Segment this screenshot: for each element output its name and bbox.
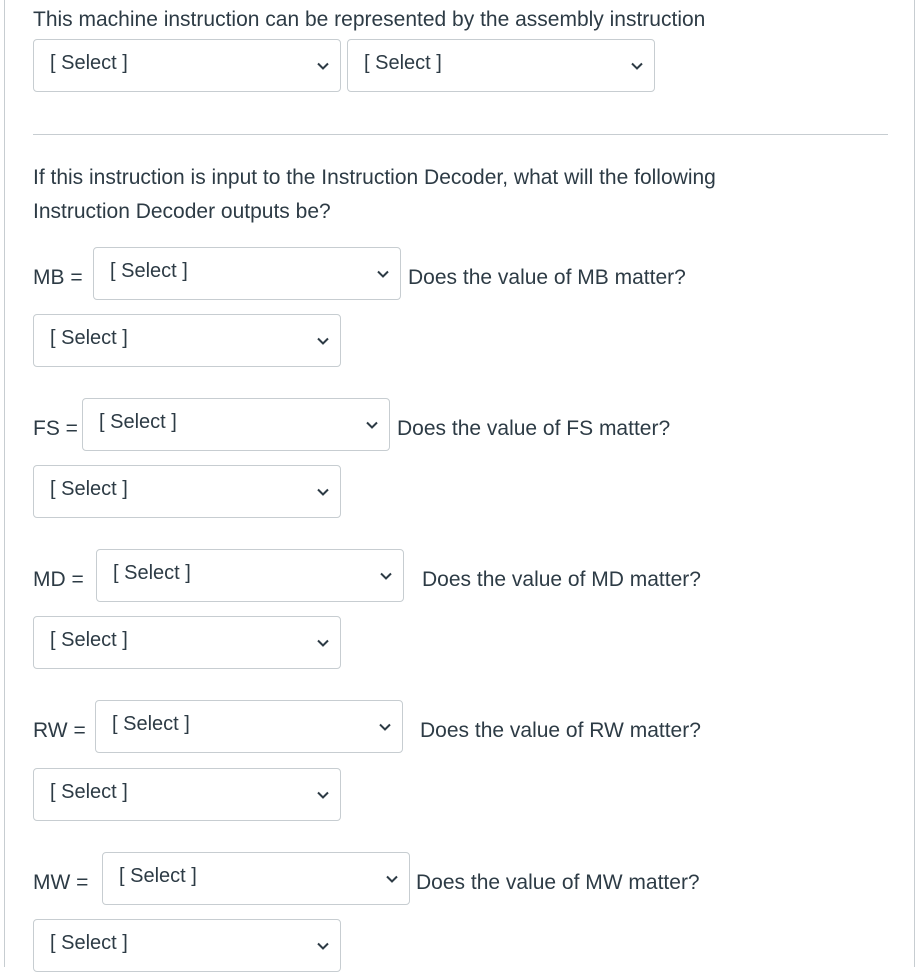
chevron-down-icon (316, 788, 330, 802)
chevron-down-icon (316, 334, 330, 348)
select-value: [ Select ] (50, 52, 128, 74)
chevron-down-icon (630, 59, 644, 73)
decoder-prompt-line1: If this instruction is input to the Instruction Decoder, what will the following (33, 166, 716, 189)
select-value: [ Select ] (364, 52, 442, 74)
select-value: [ Select ] (50, 629, 128, 651)
fs-matter-question: Does the value of FS matter? (397, 417, 671, 440)
select-value: [ Select ] (50, 327, 128, 349)
chevron-down-icon (378, 720, 392, 734)
frame-border-right (914, 0, 915, 967)
select-value: [ Select ] (113, 562, 191, 584)
mw-value-select[interactable] (102, 852, 410, 905)
rw-matter-question: Does the value of RW matter? (420, 719, 701, 742)
select-value: [ Select ] (50, 478, 128, 500)
mb-label: MB = (33, 266, 83, 289)
assembly-operands-select[interactable] (347, 39, 655, 92)
md-value-select[interactable] (96, 549, 404, 602)
select-value: [ Select ] (112, 713, 190, 735)
chevron-down-icon (379, 569, 393, 583)
chevron-down-icon (316, 939, 330, 953)
mb-matter-question: Does the value of MB matter? (408, 266, 686, 289)
decoder-prompt-line2: Instruction Decoder outputs be? (33, 200, 331, 223)
select-value: [ Select ] (119, 865, 197, 887)
rw-label: RW = (33, 719, 86, 742)
rw-value-select[interactable] (95, 700, 403, 753)
select-value: [ Select ] (50, 781, 128, 803)
mb-matter-select[interactable] (33, 314, 341, 367)
md-matter-question: Does the value of MD matter? (422, 568, 701, 591)
select-value: [ Select ] (50, 932, 128, 954)
md-matter-select[interactable] (33, 616, 341, 669)
mw-matter-question: Does the value of MW matter? (416, 871, 700, 894)
chevron-down-icon (376, 267, 390, 281)
chevron-down-icon (316, 59, 330, 73)
fs-value-select[interactable] (82, 398, 390, 451)
rw-matter-select[interactable] (33, 768, 341, 821)
fs-matter-select[interactable] (33, 465, 341, 518)
mw-label: MW = (33, 871, 89, 894)
select-value: [ Select ] (110, 260, 188, 282)
chevron-down-icon (316, 636, 330, 650)
frame-border-left (4, 0, 5, 967)
chevron-down-icon (365, 418, 379, 432)
chevron-down-icon (316, 485, 330, 499)
mb-value-select[interactable] (93, 247, 401, 300)
md-label: MD = (33, 568, 84, 591)
assembly-opcode-select[interactable] (33, 39, 341, 92)
chevron-down-icon (385, 872, 399, 886)
select-value: [ Select ] (99, 411, 177, 433)
mw-matter-select[interactable] (33, 919, 341, 972)
assembly-prompt: This machine instruction can be represented by the assembly instruction (33, 8, 706, 31)
section-divider (33, 134, 888, 135)
fs-label: FS = (33, 417, 78, 440)
